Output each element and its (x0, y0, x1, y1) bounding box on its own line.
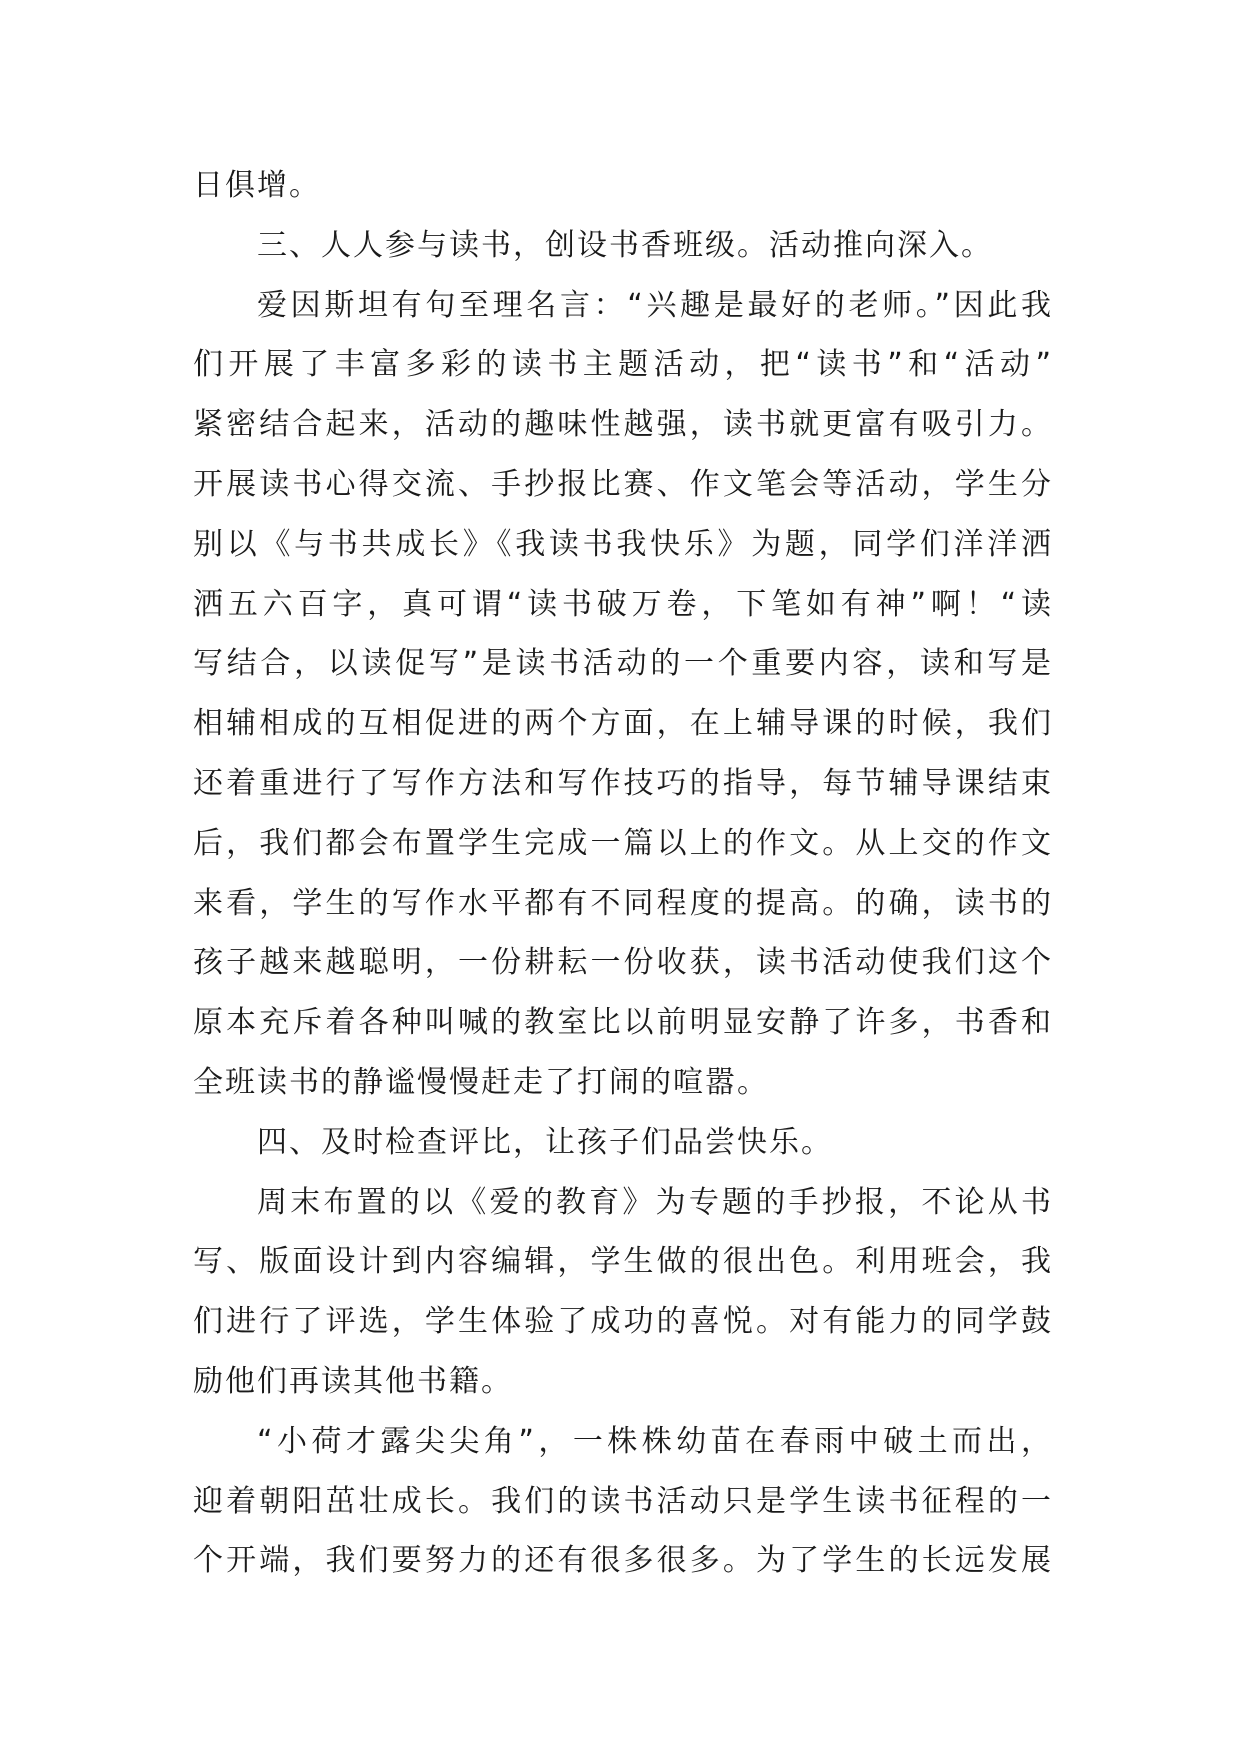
text-line: 孩子越来越聪明，一份耕耘一份收获，读书活动使我们这个 (193, 945, 1053, 981)
text-line: 全班读书的静谧慢慢赶走了打闹的喧嚣。 (193, 1064, 769, 1100)
text-line: 写、版面设计到内容编辑，学生做的很出色。利用班会，我 (193, 1244, 1053, 1280)
text-line: 原本充斥着各种叫喊的教室比以前明显安静了许多，书香和 (193, 1005, 1053, 1041)
text-line: 写结合，以读促写”是读书活动的一个重要内容，读和写是 (193, 646, 1053, 682)
text-line: 个开端，我们要努力的还有很多很多。为了学生的长远发展 (193, 1543, 1053, 1579)
text-line: 洒五六百字，真可谓“读书破万卷，下笔如有神”啊！“读 (193, 586, 1053, 622)
text-line: 三、人人参与读书，创设书香班级。活动推向深入。 (257, 227, 993, 263)
text-line: 四、及时检查评比，让孩子们品尝快乐。 (257, 1124, 833, 1160)
text-line: “小荷才露尖尖角”，一株株幼苗在春雨中破土而出， (257, 1423, 1053, 1459)
document-body (193, 156, 1053, 1591)
text-line: 来看，学生的写作水平都有不同程度的提高。的确，读书的 (193, 885, 1053, 921)
text-line: 开展读书心得交流、手抄报比赛、作文笔会等活动，学生分 (193, 466, 1053, 502)
text-line: 迎着朝阳茁壮成长。我们的读书活动只是学生读书征程的一 (193, 1483, 1053, 1519)
text-line: 日俱增。 (193, 168, 321, 203)
text-line: 们进行了评选，学生体验了成功的喜悦。对有能力的同学鼓 (193, 1304, 1053, 1340)
text-line: 还着重进行了写作方法和写作技巧的指导，每节辅导课结束 (193, 765, 1053, 801)
text-line: 别以《与书共成长》《我读书我快乐》为题，同学们洋洋洒 (193, 526, 1053, 562)
text-line: 爱因斯坦有句至理名言：“兴趣是最好的老师。”因此我 (257, 287, 1053, 323)
text-line: 后，我们都会布置学生完成一篇以上的作文。从上交的作文 (193, 825, 1053, 861)
text-line: 们开展了丰富多彩的读书主题活动，把“读书”和“活动” (193, 347, 1053, 383)
text-line: 相辅相成的互相促进的两个方面，在上辅导课的时候，我们 (193, 706, 1053, 742)
text-line: 周末布置的以《爱的教育》为专题的手抄报，不论从书 (257, 1184, 1053, 1220)
text-line: 紧密结合起来，活动的趣味性越强，读书就更富有吸引力。 (193, 407, 1053, 443)
text-line: 励他们再读其他书籍。 (193, 1363, 513, 1399)
